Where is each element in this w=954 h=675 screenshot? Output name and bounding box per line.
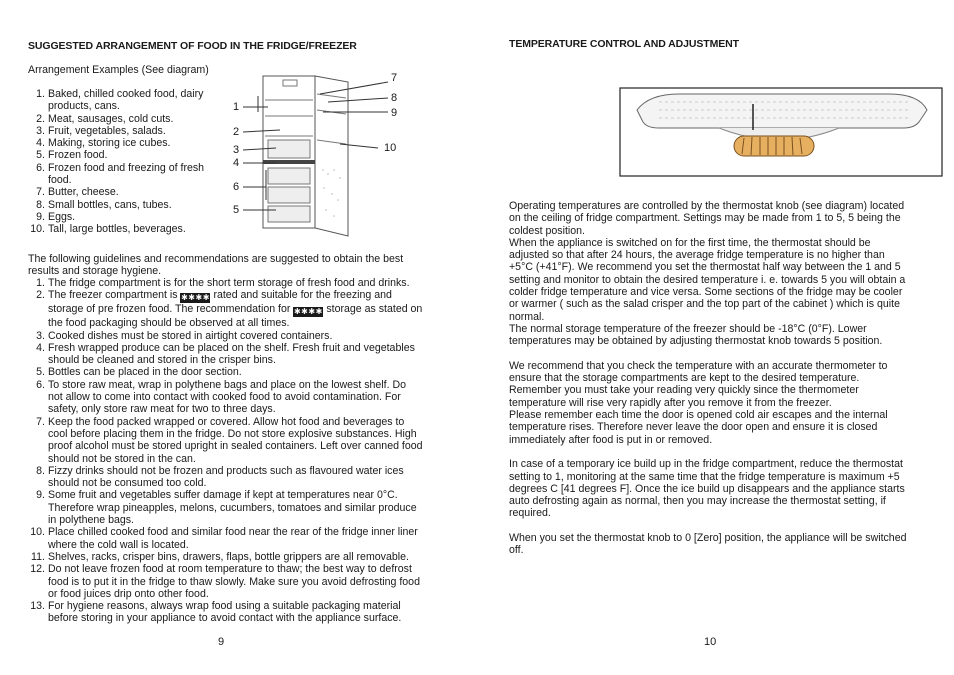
guidelines-list — [28, 277, 423, 625]
right-heading: TEMPERATURE CONTROL AND ADJUSTMENT — [509, 38, 739, 50]
list-item: 9. Some fruit and vegetables suffer damage if kept at temperatures near 0°C. Therefore wrap pineapples, melons, cucumbers, tomatoes and similar produce in polythene bags. — [36, 489, 417, 527]
list-item: 6. Frozen food and freezing of fresh food. — [36, 161, 205, 187]
list-item: 9. Eggs. — [36, 210, 76, 223]
list-item: 10. Tall, large bottles, beverages. — [30, 223, 186, 236]
right-page — [477, 0, 954, 675]
examples-intro: Arrangement Examples (See diagram) — [28, 64, 209, 76]
four-star-freezer-icon: ✱✱✱✱ — [293, 307, 323, 317]
list-item: 3. Fruit, vegetables, salads. — [36, 124, 166, 137]
list-item: 8. Small bottles, cans, tubes. — [36, 198, 172, 211]
callout-3: 3 — [233, 144, 240, 156]
list-item: 13. For hygiene reasons, always wrap food using a suitable packaging material before storing in your appliance to avoid contact with the appliance surface. — [30, 600, 402, 625]
list-item: 5. Bottles can be placed in the door section. — [36, 366, 242, 379]
callout-2: 2 — [233, 126, 240, 138]
list-item: 4. Making, storing ice cubes. — [36, 137, 171, 150]
fridge-diagram — [228, 70, 412, 246]
list-item: 4. Fresh wrapped produce can be placed on the shelf. Fresh fruit and vegetables should be cleaned and stored in the crisper bins. — [36, 341, 415, 367]
list-item: 3. Cooked dishes must be stored in airtight covered containers. — [36, 329, 333, 342]
list-item: 2. The freezer compartment is ✱✱✱✱ rated and suitable for the freezing and storage of pre frozen food. The recommendation for ✱✱✱✱ storage as stated on the food packaging should be observed at all times. — [36, 289, 423, 330]
guidelines-intro: The following guidelines and recommendations are suggested to obtain the best results and storage hygiene. — [28, 253, 404, 278]
callout-9: 9 — [391, 107, 398, 119]
examples-list — [28, 88, 218, 236]
callout-8: 8 — [391, 92, 398, 104]
list-item: 8. Fizzy drinks should not be frozen and products such as flavoured water ices should not be consumed too cold. — [36, 464, 404, 490]
callout-1: 1 — [233, 101, 240, 113]
callout-6: 6 — [233, 181, 240, 193]
list-item: 5. Frozen food. — [36, 149, 108, 162]
list-item: 1. The fridge compartment is for the short term storage of fresh food and drinks. — [36, 277, 410, 289]
page-number-left: 9 — [218, 636, 225, 648]
list-item: 7. Butter, cheese. — [36, 186, 119, 199]
thermostat-diagram — [619, 82, 944, 178]
temperature-text: Operating temperatures are controlled by the thermostat knob (see diagram) located on the ceiling of fridge compartment. Settings may be made from 1 to 5, 5 being the coldest position. When the appliance is switched on for the first time, the thermostat should be adjusted so that after 24 hours, the average fridge temperature is no higher than +5°C (+41°F). We recommend you set the thermostat half way between the 1 and 5 setting and monitor to obtain the desired temperature i. e. towards 5 you will obtain a colder fridge temperature and vice versa. Some sections of the fridge may be cooler or warmer ( such as the salad crisper and the top part of the cabinet ) which is quite normal. The normal storage temperature of the freezer should be -18°C (0°F). Lower temperatures may be obtained by adjusting thermostat knob towards 5 position. We recommend that you check the temperature with an accurate thermometer to ensure that the storage compartments are kept to the desired temperature. Remember you must take your reading very quickly since the thermometer temperature will rise very rapidly after you remove it from the freezer. Please remember each time the door is opened cold air escapes and the internal temperature rises. Therefore never leave the door open and ensure it is closed immediately after food is put in or removed. In case of a temporary ice build up in the fridge compartment, reduce the thermostat setting to 1, monitoring at the same time that the fridge temperature is maximum +5 degrees C [41 degrees F]. Once the ice build up disappears and the appliance starts auto defrosting again as normal, then you may increase the thermostat setting, if required. When you set the thermostat knob to 0 [Zero] position, the appliance will be switched off. — [509, 200, 907, 557]
list-item: 7. Keep the food packed wrapped or covered. Allow hot food and beverages to cool before placing them in the fridge. Do not store explosive substances. High proof alcohol must be stored upright in sealed containers. Left over canned food should not be stored in the can. — [36, 415, 423, 465]
list-item: 11. Shelves, racks, crisper bins, drawers, flaps, bottle grippers are all removable. — [31, 550, 409, 563]
page-number-right: 10 — [704, 636, 717, 648]
callout-7: 7 — [391, 72, 398, 84]
callout-10: 10 — [384, 142, 397, 154]
list-item: 2. Meat, sausages, cold cuts. — [36, 112, 174, 125]
left-heading: SUGGESTED ARRANGEMENT OF FOOD IN THE FRIDGE/FREEZER — [28, 40, 357, 52]
list-item: 1. Baked, chilled cooked food, dairy products, cans. — [36, 88, 204, 113]
list-item: 10. Place chilled cooked food and similar food near the rear of the fridge inner liner where the cold wall is located. — [30, 526, 418, 551]
callout-4: 4 — [233, 157, 240, 169]
four-star-freezer-icon: ✱✱✱✱ — [181, 293, 210, 303]
list-item: 6. To store raw meat, wrap in polythene bags and place on the lowest shelf. Do not allow to come into contact with cooked food to avoid contamination. For safety, only store raw meat for two to three days. — [36, 378, 407, 416]
list-item: 12. Do not leave frozen food at room temperature to thaw; the best way to defrost food is to put it in the fridge to thaw slowly. Make sure you avoid defrosting food or food juices drip onto other food. — [30, 563, 420, 600]
callout-5: 5 — [233, 204, 240, 216]
